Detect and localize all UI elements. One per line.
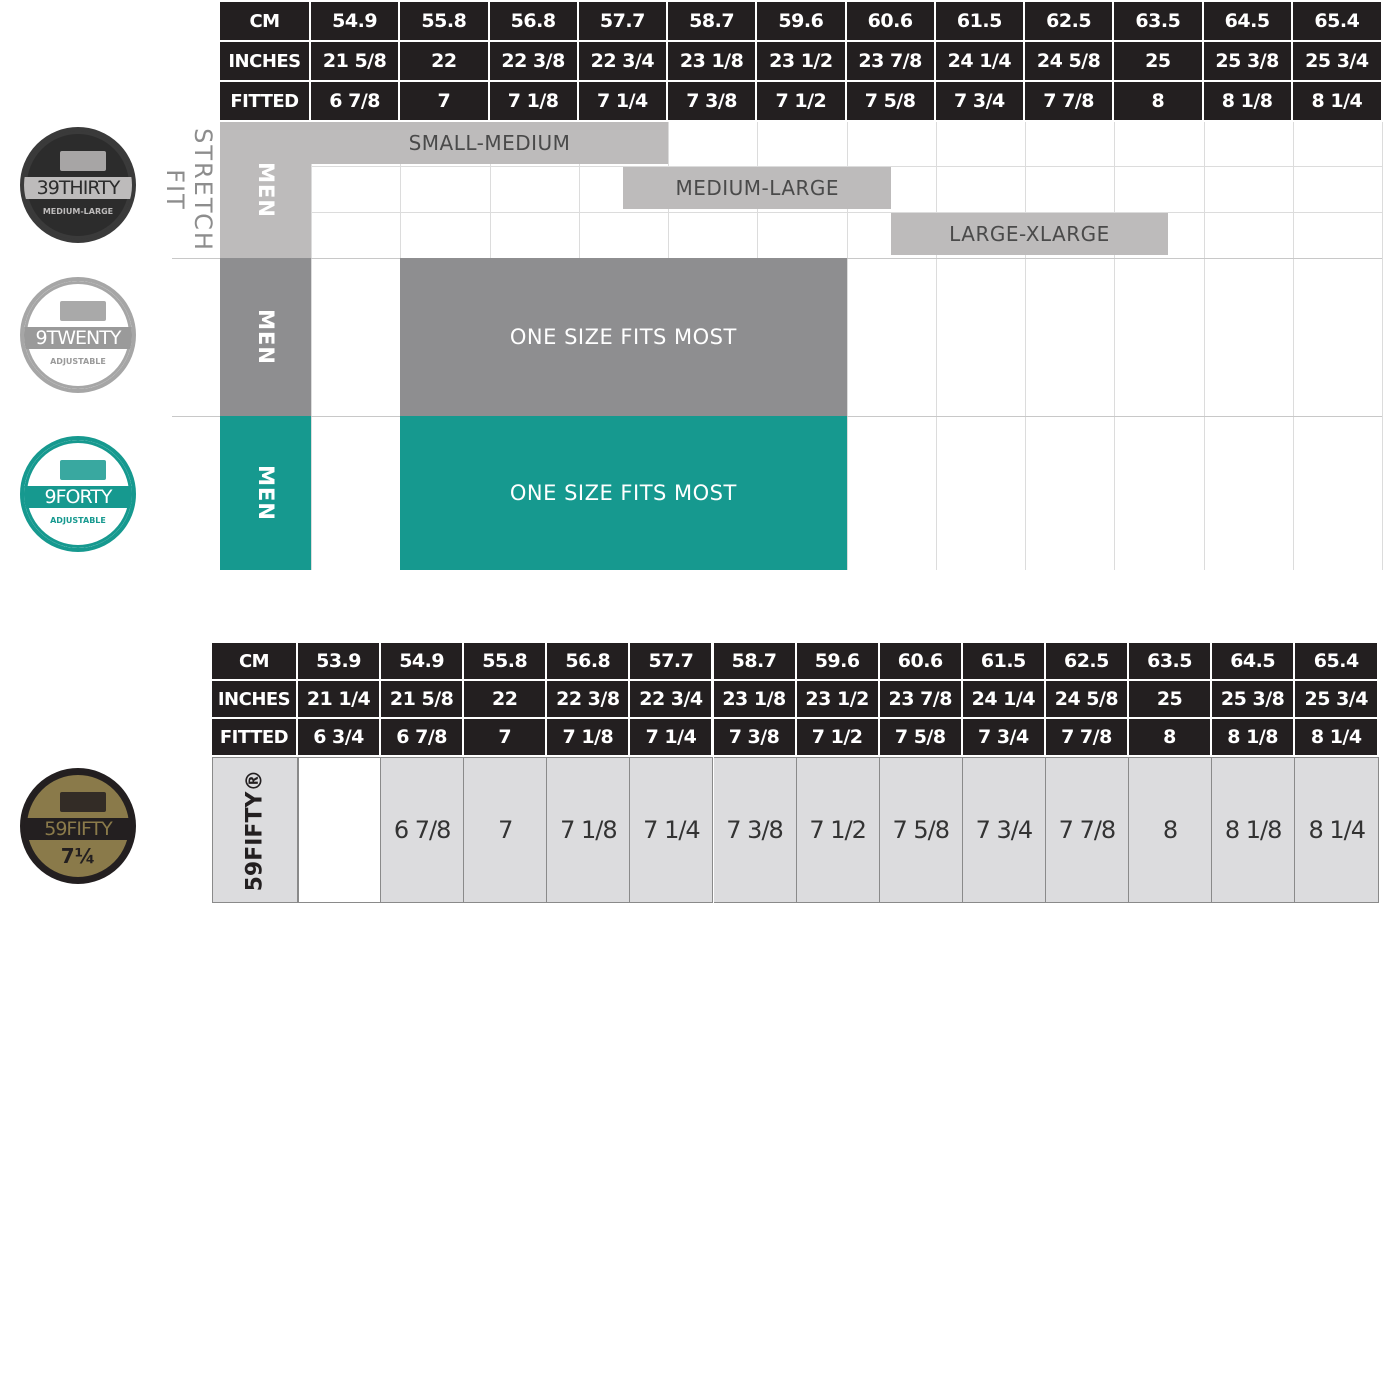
- fitted-size-cell: 7 1/8: [547, 757, 630, 903]
- badge-subtitle: ADJUSTABLE: [50, 357, 106, 366]
- header2-cell-inches: 23 1/2: [797, 681, 880, 719]
- header2-cell-fitted: 7 1/8: [547, 719, 630, 757]
- header2-cell-inches: 21 5/8: [381, 681, 464, 719]
- gender-label-cell: [220, 416, 311, 570]
- gender-label: MEN: [253, 465, 278, 521]
- header-row-label-inches: INCHES: [220, 42, 311, 82]
- header2-cell-cm: 64.5: [1212, 643, 1295, 681]
- header-row-label-fitted: FITTED: [220, 82, 311, 122]
- header-cell-inches: 23 1/8: [668, 42, 757, 82]
- header-cell-cm: 58.7: [668, 2, 757, 42]
- header-cell-inches: 23 1/2: [757, 42, 846, 82]
- grid-line-vertical: [936, 122, 937, 570]
- gender-label-cell: [220, 122, 311, 258]
- header2-cell-cm: 57.7: [630, 643, 713, 681]
- header-cell-cm: 64.5: [1204, 2, 1293, 42]
- header2-cell-inches: 22 3/4: [630, 681, 713, 719]
- header-cell-fitted: 7 7/8: [1025, 82, 1114, 122]
- grid-line-vertical: [1025, 122, 1026, 570]
- header-cell-cm: 60.6: [847, 2, 936, 42]
- header-cell-cm: 56.8: [490, 2, 579, 42]
- header-cell-inches: 21 5/8: [311, 42, 400, 82]
- fitted-size-cell: 7 5/8: [880, 757, 963, 903]
- gender-label: MEN: [253, 162, 278, 218]
- header2-cell-cm: 56.8: [547, 643, 630, 681]
- one-size-bar: ONE SIZE FITS MOST: [400, 258, 846, 416]
- header-cell-inches: 24 1/4: [936, 42, 1025, 82]
- fitted-size-cell: [298, 757, 381, 903]
- header2-cell-cm: 53.9: [298, 643, 381, 681]
- header2-cell-inches: 25: [1129, 681, 1212, 719]
- header2-cell-cm: 54.9: [381, 643, 464, 681]
- header-cell-inches: 25 3/8: [1204, 42, 1293, 82]
- header-row-label-cm: CM: [220, 2, 311, 42]
- fitted-size-cell: 8: [1129, 757, 1212, 903]
- fitted-size-cell: 8 1/4: [1295, 757, 1379, 903]
- header2-cell-cm: 65.4: [1295, 643, 1379, 681]
- stretch-range-bar: SMALL-MEDIUM: [311, 122, 668, 164]
- 9twenty-badge-icon: [20, 277, 136, 393]
- header-cell-fitted: 7 3/4: [936, 82, 1025, 122]
- header2-cell-fitted: 8: [1129, 719, 1212, 757]
- header2-cell-inches: 22: [464, 681, 547, 719]
- badge-subtitle: ADJUSTABLE: [50, 516, 106, 525]
- header-cell-cm: 55.8: [400, 2, 489, 42]
- header-cell-fitted: 8: [1114, 82, 1203, 122]
- header2-cell-inches: 22 3/8: [547, 681, 630, 719]
- header-cell-fitted: 7 5/8: [847, 82, 936, 122]
- gender-label: MEN: [253, 309, 278, 365]
- header-cell-inches: 23 7/8: [847, 42, 936, 82]
- grid-line-vertical: [1382, 122, 1383, 570]
- header-cell-cm: 61.5: [936, 2, 1025, 42]
- header-cell-inches: 22 3/4: [579, 42, 668, 82]
- header-cell-cm: 63.5: [1114, 2, 1203, 42]
- header2-cell-fitted: 7 1/4: [630, 719, 713, 757]
- fitted-size-cell: 7 3/4: [963, 757, 1046, 903]
- header-cell-inches: 25 3/4: [1293, 42, 1383, 82]
- 9forty-badge-icon: [20, 436, 136, 552]
- badge-model-name: 59FIFTY: [24, 818, 132, 840]
- badge-model-name: 9TWENTY: [24, 327, 132, 349]
- 39thirty-badge-icon: [20, 127, 136, 243]
- badge-subtitle: MEDIUM-LARGE: [42, 207, 114, 216]
- grid-line-vertical: [311, 122, 312, 570]
- header-cell-fitted: 7 1/8: [490, 82, 579, 122]
- header2-cell-inches: 24 1/4: [963, 681, 1046, 719]
- 59fifty-badge-icon: [20, 768, 136, 884]
- header2-cell-cm: 59.6: [797, 643, 880, 681]
- header-cell-inches: 25: [1114, 42, 1203, 82]
- grid-line-vertical: [1114, 122, 1115, 570]
- brand-logo-icon: [60, 301, 106, 321]
- header-cell-fitted: 8 1/4: [1293, 82, 1383, 122]
- grid-line-horizontal: [311, 212, 1382, 213]
- brand-logo-icon: [60, 792, 106, 812]
- header2-cell-cm: 58.7: [714, 643, 797, 681]
- header2-cell-fitted: 7 3/4: [963, 719, 1046, 757]
- header2-row-label-inches: INCHES: [212, 681, 298, 719]
- header-cell-inches: 24 5/8: [1025, 42, 1114, 82]
- model-label-cell: [212, 757, 298, 903]
- model-label: 59FIFTY®: [242, 769, 268, 891]
- header2-cell-fitted: 7 7/8: [1046, 719, 1129, 757]
- header-cell-fitted: 8 1/8: [1204, 82, 1293, 122]
- header2-cell-fitted: 6 3/4: [298, 719, 381, 757]
- header2-cell-fitted: 8 1/4: [1295, 719, 1379, 757]
- header2-cell-inches: 23 7/8: [880, 681, 963, 719]
- header-cell-cm: 65.4: [1293, 2, 1383, 42]
- fitted-size-cell: 7 1/4: [630, 757, 713, 903]
- header2-row-label-cm: CM: [212, 643, 298, 681]
- header2-cell-cm: 63.5: [1129, 643, 1212, 681]
- header-cell-fitted: 7 1/2: [757, 82, 846, 122]
- stretch-range-bar: MEDIUM-LARGE: [623, 167, 891, 209]
- header2-cell-cm: 62.5: [1046, 643, 1129, 681]
- fitted-size-cell: 7 3/8: [714, 757, 797, 903]
- header2-row-label-fitted: FITTED: [212, 719, 298, 757]
- header2-cell-inches: 21 1/4: [298, 681, 381, 719]
- fitted-size-cell: 7 7/8: [1046, 757, 1129, 903]
- header2-cell-fitted: 7: [464, 719, 547, 757]
- gender-label-cell: [220, 258, 311, 416]
- header-cell-fitted: 7: [400, 82, 489, 122]
- header-cell-cm: 57.7: [579, 2, 668, 42]
- fit-type-label: [160, 122, 218, 258]
- header2-cell-cm: 61.5: [963, 643, 1046, 681]
- header2-cell-fitted: 7 1/2: [797, 719, 880, 757]
- fitted-size-cell: 6 7/8: [381, 757, 464, 903]
- header2-cell-fitted: 7 5/8: [880, 719, 963, 757]
- grid-line-vertical: [1204, 122, 1205, 570]
- badge-model-name: 9FORTY: [24, 486, 132, 508]
- grid-line-vertical: [1293, 122, 1294, 570]
- header2-cell-fitted: 6 7/8: [381, 719, 464, 757]
- header2-cell-inches: 25 3/4: [1295, 681, 1379, 719]
- fitted-size-cell: 7 1/2: [797, 757, 880, 903]
- header2-cell-inches: 23 1/8: [714, 681, 797, 719]
- header-cell-cm: 54.9: [311, 2, 400, 42]
- header2-cell-cm: 60.6: [880, 643, 963, 681]
- header-cell-fitted: 7 1/4: [579, 82, 668, 122]
- header2-cell-fitted: 8 1/8: [1212, 719, 1295, 757]
- header-cell-cm: 59.6: [757, 2, 846, 42]
- header-cell-inches: 22: [400, 42, 489, 82]
- brand-logo-icon: [60, 460, 106, 480]
- header2-cell-inches: 25 3/8: [1212, 681, 1295, 719]
- stretch-range-bar: LARGE-XLARGE: [891, 213, 1168, 255]
- fit-type-text: STRETCH FIT: [161, 128, 218, 252]
- header-cell-fitted: 6 7/8: [311, 82, 400, 122]
- brand-logo-icon: [60, 151, 106, 171]
- one-size-bar: ONE SIZE FITS MOST: [400, 416, 846, 570]
- fitted-size-cell: 7: [464, 757, 547, 903]
- header-cell-fitted: 7 3/8: [668, 82, 757, 122]
- header2-cell-fitted: 7 3/8: [714, 719, 797, 757]
- badge-model-name: 39THIRTY: [24, 177, 132, 199]
- fitted-size-cell: 8 1/8: [1212, 757, 1295, 903]
- header2-cell-cm: 55.8: [464, 643, 547, 681]
- badge-subtitle: 7¼: [60, 844, 96, 868]
- header2-cell-inches: 24 5/8: [1046, 681, 1129, 719]
- header-cell-inches: 22 3/8: [490, 42, 579, 82]
- header-cell-cm: 62.5: [1025, 2, 1114, 42]
